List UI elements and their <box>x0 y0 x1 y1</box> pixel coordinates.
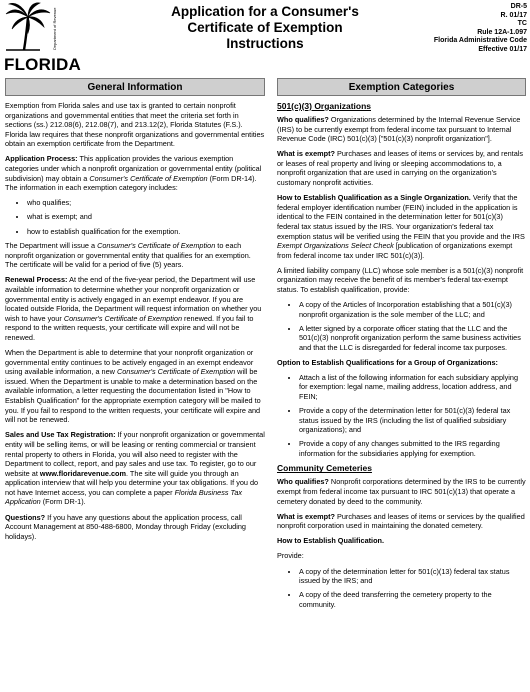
logo-seal-text: Department of Revenue <box>52 7 57 50</box>
exemption-categories-header: Exemption Categories <box>277 78 526 96</box>
sales-tax-registration-paragraph: Sales and Use Tax Registration: If your nonprofit organization or governmental entity will be selling items, or will be leasing or renting commercial or transient rental property to others in Florida, you will also need to register with the Department to collect, report, and pay sales and use tax. To register, go to our website at www.floridarevenue.com. The site will guide you through an application interview that will help you determine your tax obligations. If you do not have Internet access, you can complete a paper Florida Business Tax Application (Form DR-1). <box>5 430 265 507</box>
general-information-header: General Information <box>5 78 265 96</box>
certificate-issue-paragraph: The Department will issue a Consumer's Certificate of Exemption to each nonprofit organization or governmental entity that qualifies for an exemption. The certificate will be valid for a period of five (5) years. <box>5 241 251 270</box>
form-effective: Effective 01/17 <box>478 45 527 53</box>
logo-text: FLORIDA <box>4 55 81 74</box>
general-information-column <box>5 78 265 547</box>
list-item: • A copy of the Articles of Incorporation establishing that a 501(c)(3) nonprofit organization is the sole member of the LLC; and <box>299 300 526 319</box>
list-item: • Provide a copy of the determination letter for 501(c)(3) federal tax status issued by the IRS (including the list of qualified subsidiary organizations); and <box>299 406 526 435</box>
what-is-exempt-paragraph: What is exempt? Purchases and leases of items or services by, and rentals or leases of real property and living or sleeping accommodations to, a nonprofit organization that are used in carrying on the organization's customary nonprofit activities. <box>277 149 524 188</box>
list-item: • Provide a copy of any changes submitted to the IRS regarding information for the subsidiaries applying for exemption. <box>299 439 526 458</box>
list-item: • A copy of the deed transferring the cemetery property to the community. <box>299 590 526 609</box>
cemetery-how-heading: How to Establish Qualification. <box>277 536 385 546</box>
cemetery-what-paragraph: What is exempt? Purchases and leases of items or services by the qualified nonprofit corporation used in maintaining the donated cemetery. <box>277 511 525 531</box>
cemetery-list <box>277 567 526 610</box>
list-item: • what is exempt; and <box>27 212 265 222</box>
form-meta <box>434 3 527 55</box>
form-rule: Rule 12A-1.097 <box>477 28 527 36</box>
title-line-2: Certificate of Exemption <box>187 20 343 35</box>
form-tc: TC <box>517 20 527 28</box>
list-item: • Attach a list of the following information for each subsidiary applying for exemption: legal name, mailing address, location address, and FEIN; <box>299 373 526 402</box>
form-number: DR-5 <box>510 3 527 10</box>
determination-paragraph: When the Department is able to determine that your nonprofit organization or governmental entity continues to be actively engaged in an exempt endeavor using available information, a new Consumer's Certificate of Exemption will be issued. When the Department is unable to make a determination based on the available information, a letter requesting the documentation listed in "How to Establish Qualification" for the appropriate exemption category will be mailed to you. If you fail to respond to the written requests, your certificate will expire and will not be renewed. <box>5 348 261 425</box>
exemption-categories-column <box>277 78 526 614</box>
list-item: • A letter signed by a corporate officer stating that the LLC and the 501(c)(3) nonprofit organization perform the same business activities and that the LLC is disregarded for federal income tax purposes. <box>299 324 526 353</box>
list-item: • how to establish qualification for the exemption. <box>27 227 265 237</box>
questions-paragraph: Questions? If you have any questions about the application process, call Account Management at 850-488-6800, Monday through Friday (excluding holidays). <box>5 512 246 541</box>
section-title-501c3: 501(c)(3) Organizations <box>277 101 371 111</box>
who-qualifies-paragraph: Who qualifies? Organizations determined by the Internal Revenue Service (IRS) to be currently exempt from federal income tax pursuant to Internal Revenue Code (IRC) 501(c)(3) ["501(c)(3) nonprofit organization"]. <box>277 115 521 144</box>
form-code: Florida Administrative Code <box>433 37 527 45</box>
llc-paragraph: A limited liability company (LLC) whose sole member is a 501(c)(3) nonprofit organization may receive the benefit of its member's federal tax-exempt status. To establish qualification, provide: <box>277 265 524 294</box>
intro-paragraph: Exemption from Florida sales and use tax is granted to certain nonprofit organizations and governmental entities that meet the criteria set forth in sections (ss.) 212.08(6), 212.08(7), and 213.12(2), Florida Statutes (F.S.). Florida law requires that these nonprofit organizations and governmental entities obtain an exemption certificate from the Department. <box>5 101 265 149</box>
website-link[interactable]: www.floridarevenue.com <box>39 468 126 478</box>
how-to-establish-paragraph: How to Establish Qualification as a Single Organization. Verify that the federal employer identification number (FEIN) included in the application is identical to the FEIN contained in the determination letter for 501(c)(3) federal tax status issued by the IRS. Your organization's federal tax exemption status will be verified using the FEIN that you provide and the IRS Exempt Organizations Select Check [publication of organizations exempt from federal income tax under IRC 501(c)(3)]. <box>277 193 525 260</box>
llc-list <box>277 300 526 352</box>
group-option-heading: Option to Establish Qualifications for a Group of Organizations: <box>277 357 498 367</box>
form-revision: R. 01/17 <box>500 11 527 19</box>
cemetery-provide-label: Provide: <box>277 551 304 561</box>
list-item: • who qualifies; <box>27 198 265 208</box>
section-title-cemeteries: Community Cemeteries <box>277 463 372 474</box>
title-line-3: Instructions <box>226 36 304 51</box>
renewal-process-paragraph: Renewal Process: At the end of the five-year period, the Department will use available information to determine whether your nonprofit organization or governmental entity is actively engaged in an exempt endeavor. If you are located outside Florida, the Department will request information on whether you wish to have your Consumer's Certificate of Exemption renewed. If you fail to respond to the written requests, your certificate will expire and will not be renewed. <box>5 275 262 342</box>
cemetery-who-paragraph: Who qualifies? Nonprofit corporations determined by the IRS to be currently exempt from federal income tax pursuant to IRC 501(c)(13) that operate a cemetery donated by deed to the community. <box>277 477 526 506</box>
page-title <box>150 4 380 52</box>
exemption-info-list <box>5 198 265 236</box>
application-process-paragraph: Application Process: This application provides the various exemption categories under which a nonprofit organization or governmental entity (political subdivision) may obtain a Consumer's Certificate of Exemption (Form DR-14). The information in each exemption category includes: <box>5 154 262 193</box>
list-item: • A copy of the determination letter for 501(c)(13) federal tax status issued by the IRS; and <box>299 567 526 586</box>
title-line-1: Application for a Consumer's <box>171 4 359 19</box>
group-list <box>277 373 526 459</box>
florida-palm-logo <box>4 2 62 52</box>
